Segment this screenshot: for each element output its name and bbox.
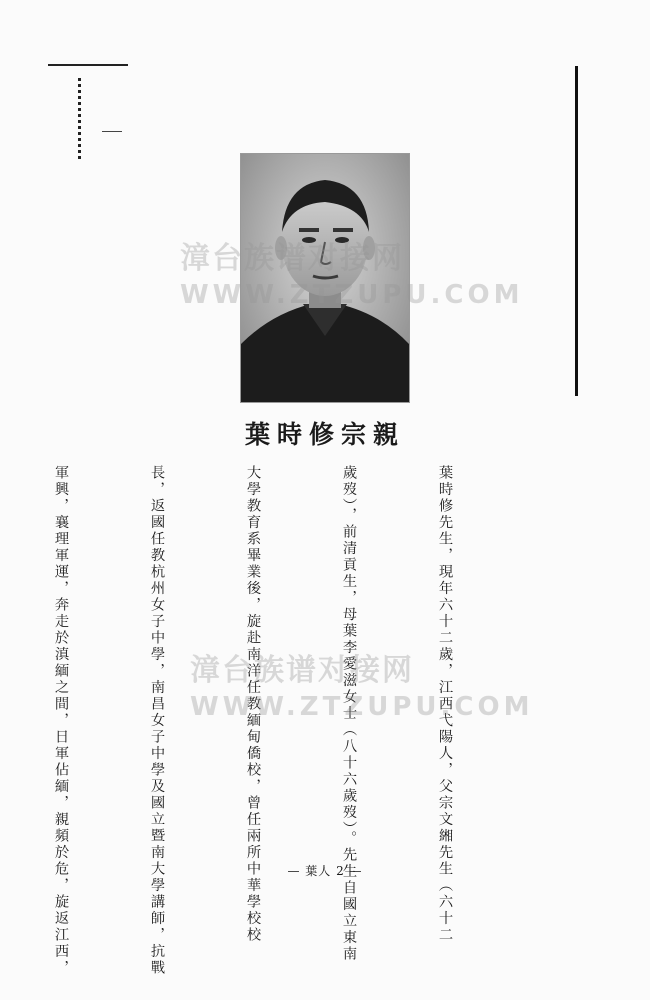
text-column: 長，返國任教杭州女子中學，南昌女子中學及國立暨南大學講師，抗戰 — [149, 465, 165, 977]
small-scan-mark — [102, 131, 122, 132]
text-column: 歲歿），前清貢生，母葉李愛滋女士（八十六歲歿）。先生自國立東南 — [341, 465, 357, 963]
watermark-url: WWW.ZTZUPU.COM — [190, 692, 534, 722]
page-footer: — 葉人 2 — — [287, 863, 363, 878]
top-rule — [48, 64, 128, 66]
left-scan-mark — [78, 78, 81, 160]
watermark-title: 漳台族谱对接网 — [180, 241, 404, 276]
text-column: 葉時修先生，現年六十二歲，江西弋陽人，父宗文緗先生（六十二 — [437, 465, 453, 944]
text-column: 大學教育系畢業後，旋赴南洋任教緬甸僑校，曾任兩所中華學校校 — [245, 465, 261, 944]
portrait-photo — [240, 153, 410, 403]
portrait-image — [241, 154, 409, 402]
portrait-caption: 親宗修時葉 — [245, 420, 406, 449]
watermark-url: WWW.ZTZUPU.COM — [180, 280, 524, 310]
watermark-title: 漳台族谱对接网 — [190, 653, 414, 688]
right-rule — [575, 66, 578, 396]
text-column: 軍興，襄理軍運，奔走於滇緬之間，日軍佔緬，親頻於危，旋返江西， — [53, 465, 69, 977]
